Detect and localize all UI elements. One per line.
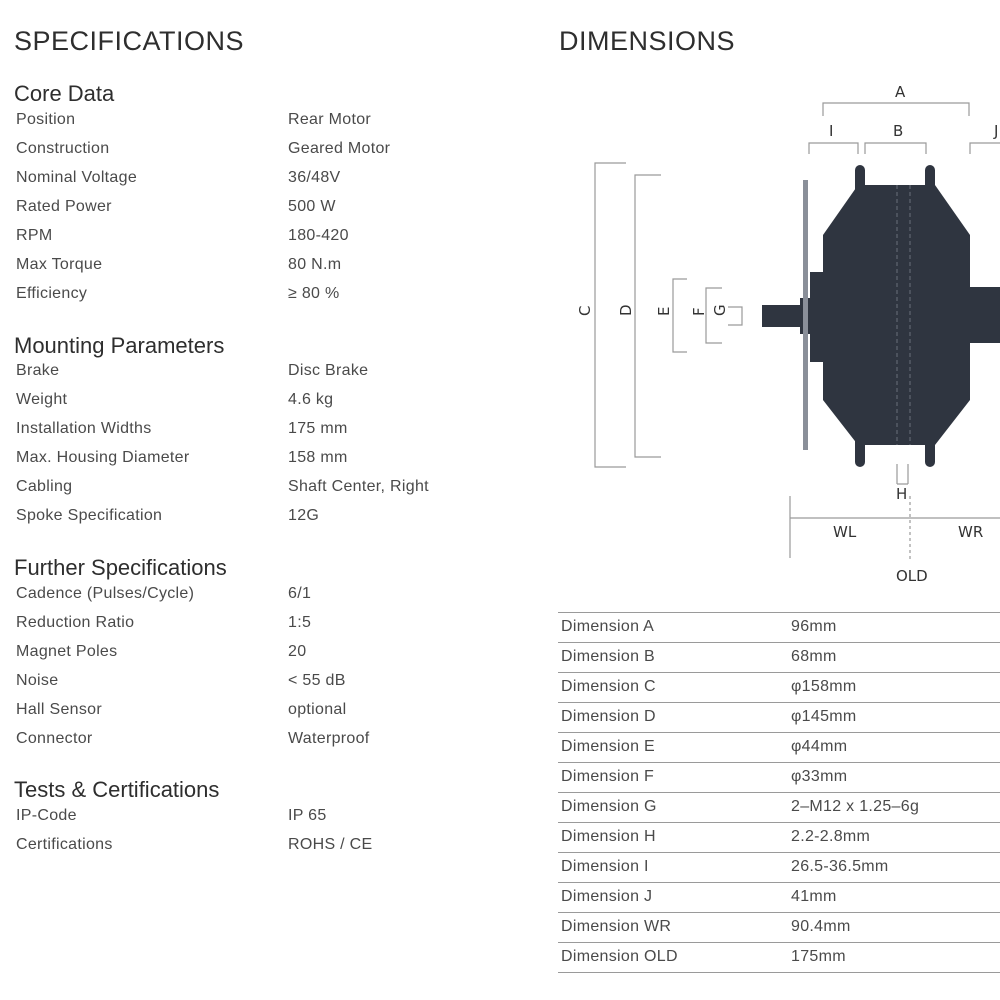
spec-value: 180-420 — [288, 227, 349, 244]
dimension-label: Dimension H — [561, 828, 656, 845]
label-wr: WR — [958, 523, 984, 541]
spec-value: 6/1 — [288, 585, 312, 602]
label-d: D — [617, 304, 635, 316]
table-row — [558, 642, 1000, 672]
bracket-j — [970, 143, 1000, 154]
table-row — [558, 612, 1000, 642]
spec-row — [16, 730, 516, 759]
spec-value: 20 — [288, 643, 307, 660]
dimension-label: Dimension C — [561, 678, 656, 695]
specifications-heading: SPECIFICATIONS — [14, 26, 245, 56]
dimension-value: 68mm — [791, 648, 837, 665]
dimension-value: 2.2-2.8mm — [791, 828, 871, 845]
dimension-label: Dimension G — [561, 798, 657, 815]
spec-value: 500 W — [288, 198, 336, 215]
dimension-value: φ33mm — [791, 768, 848, 785]
spec-value: 158 mm — [288, 449, 348, 466]
bracket-h — [897, 464, 908, 484]
spec-value: 36/48V — [288, 169, 341, 186]
spec-row — [16, 807, 516, 836]
table-row — [558, 912, 1000, 942]
motor-body — [762, 165, 1000, 467]
spec-row — [16, 836, 516, 865]
dimension-value: φ44mm — [791, 738, 848, 755]
bracket-g — [728, 307, 742, 325]
dimension-label: Dimension D — [561, 708, 656, 725]
label-g: G — [711, 304, 729, 316]
label-h: H — [896, 485, 908, 503]
spec-label: Max. Housing Diameter — [16, 449, 190, 466]
spec-value: 12G — [288, 507, 320, 524]
dimension-label: Dimension I — [561, 858, 649, 875]
label-old: OLD — [896, 567, 928, 585]
dimension-value: 26.5-36.5mm — [791, 858, 889, 875]
spec-value: 175 mm — [288, 420, 348, 437]
spec-label: IP-Code — [16, 807, 77, 824]
right-hub-boss — [968, 287, 1000, 343]
spec-value: Geared Motor — [288, 140, 391, 157]
spec-label: Cabling — [16, 478, 73, 495]
spec-label: Installation Widths — [16, 420, 152, 437]
left-spoke-flange — [855, 165, 865, 467]
dimension-label: Dimension A — [561, 618, 655, 635]
spec-label: Magnet Poles — [16, 643, 118, 660]
label-j: J — [994, 122, 999, 140]
spec-label: Rated Power — [16, 198, 112, 215]
bracket-a — [823, 103, 969, 116]
spec-value: ≥ 80 % — [288, 285, 340, 302]
dimension-value: φ145mm — [791, 708, 857, 725]
label-f: F — [690, 307, 708, 316]
brake-disc — [803, 180, 808, 450]
spec-label: Certifications — [16, 836, 113, 853]
dimensions-heading: DIMENSIONS — [559, 26, 736, 56]
spec-label: Max Torque — [16, 256, 103, 273]
section-title-mounting-parameters: Mounting Parameters — [14, 333, 225, 358]
spec-value: 80 N.m — [288, 256, 342, 273]
dimension-value: φ158mm — [791, 678, 857, 695]
spec-value: Disc Brake — [288, 362, 369, 379]
spec-label: Connector — [16, 730, 93, 747]
dimension-value: 90.4mm — [791, 918, 851, 935]
table-row — [558, 732, 1000, 762]
dimension-label: Dimension F — [561, 768, 655, 785]
spec-value: IP 65 — [288, 807, 327, 824]
spec-label: Nominal Voltage — [16, 169, 138, 186]
spec-label: Spoke Specification — [16, 507, 163, 524]
section-title-tests-certifications: Tests & Certifications — [14, 777, 220, 802]
spec-row — [16, 672, 516, 701]
table-row — [558, 762, 1000, 792]
spec-label: Weight — [16, 391, 68, 408]
right-spoke-flange — [925, 165, 935, 467]
section-title-further-specifications: Further Specifications — [14, 555, 227, 580]
dimension-value: 2–M12 x 1.25–6g — [791, 798, 920, 815]
label-a: A — [895, 83, 906, 101]
spec-value: < 55 dB — [288, 672, 346, 689]
section-title-core-data: Core Data — [14, 81, 115, 106]
label-i: I — [829, 122, 834, 140]
spec-value: ROHS / CE — [288, 836, 373, 853]
table-row — [558, 852, 1000, 882]
spec-label: Cadence (Pulses/Cycle) — [16, 585, 195, 602]
spec-label: Construction — [16, 140, 110, 157]
spec-row — [16, 643, 516, 672]
spec-row — [16, 701, 516, 730]
spec-label: Noise — [16, 672, 59, 689]
table-row — [558, 942, 1000, 973]
table-row — [558, 882, 1000, 912]
dimension-label: Dimension OLD — [561, 948, 678, 965]
dimension-label: Dimension B — [561, 648, 656, 665]
table-row — [558, 822, 1000, 852]
dimension-label: Dimension WR — [561, 918, 672, 935]
spec-label: RPM — [16, 227, 53, 244]
spec-value: Shaft Center, Right — [288, 478, 429, 495]
spec-row — [16, 614, 516, 643]
label-e: E — [655, 306, 673, 316]
spec-label: Hall Sensor — [16, 701, 103, 718]
spec-label: Reduction Ratio — [16, 614, 135, 631]
spec-value: 4.6 kg — [288, 391, 334, 408]
bracket-b — [865, 143, 926, 154]
dimension-label: Dimension E — [561, 738, 656, 755]
label-wl: WL — [833, 523, 857, 541]
table-row — [558, 792, 1000, 822]
label-c: C — [576, 305, 594, 316]
dimension-label: Dimension J — [561, 888, 653, 905]
spec-label: Efficiency — [16, 285, 88, 302]
spec-value: Rear Motor — [288, 111, 372, 128]
dimension-value: 96mm — [791, 618, 837, 635]
dimensions-table — [558, 612, 1000, 973]
spec-label: Brake — [16, 362, 60, 379]
table-row — [558, 672, 1000, 702]
table-row — [558, 702, 1000, 732]
spec-label: Position — [16, 111, 76, 128]
spec-value: optional — [288, 701, 347, 718]
bracket-i — [809, 143, 858, 154]
spec-value: Waterproof — [288, 730, 370, 747]
dimension-value: 41mm — [791, 888, 837, 905]
label-b: B — [893, 122, 904, 140]
spec-value: 1:5 — [288, 614, 312, 631]
bracket-e — [673, 279, 687, 352]
dimension-value: 175mm — [791, 948, 846, 965]
